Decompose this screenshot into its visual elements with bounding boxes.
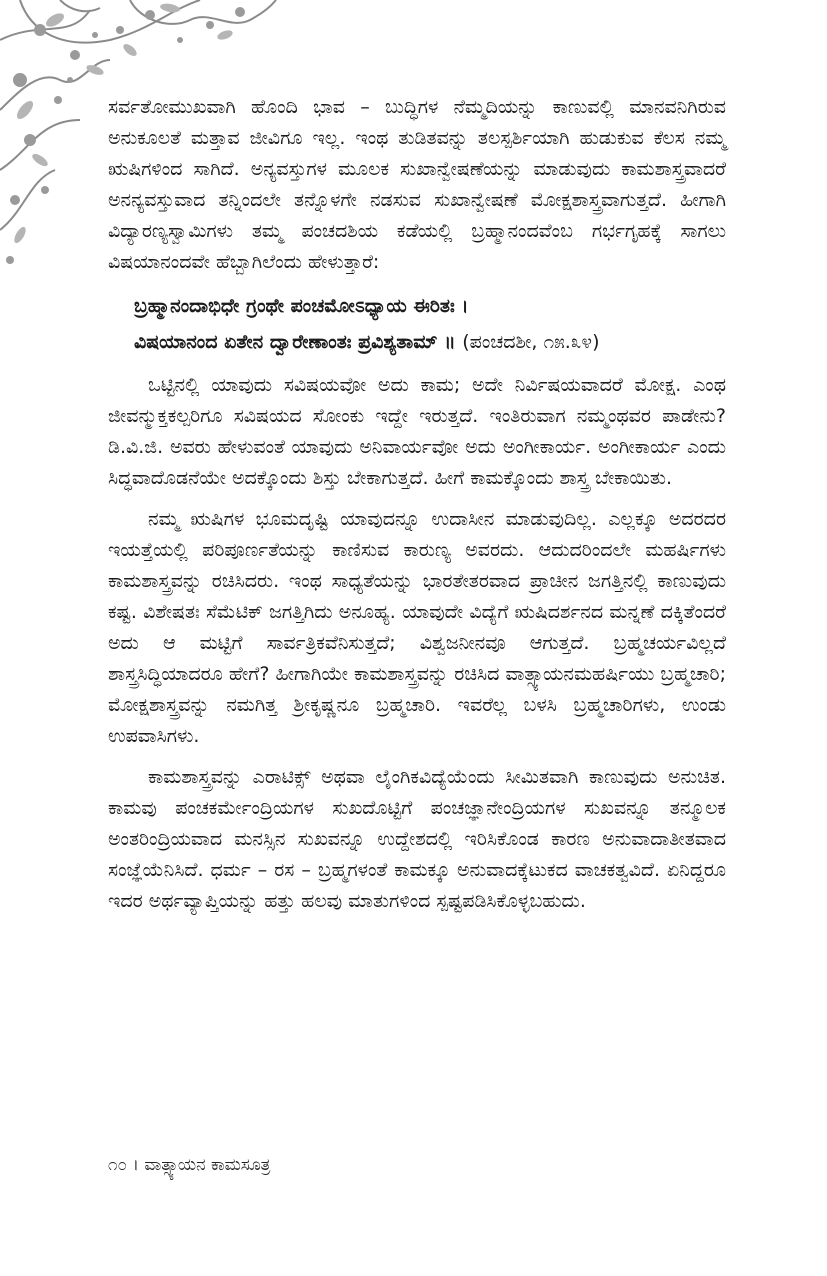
verse-reference: (ಪಂಚದಶೀ, ೧೫.೩೪) <box>462 331 600 353</box>
footer-separator: । <box>132 1155 139 1175</box>
book-title: ವಾತ್ಸ್ಯಾಯನ ಕಾಮಸೂತ್ರ <box>144 1155 271 1175</box>
page-body <box>108 92 726 927</box>
paragraph-1: ಸರ್ವತೋಮುಖವಾಗಿ ಹೊಂದಿ ಭಾವ – ಬುದ್ಧಿಗಳ ನೆಮ್ಮದಿಯನ್ನು ಕಾಣುವಲ್ಲಿ ಮಾನವನಿಗಿರುವ ಅನುಕೂಲತೆ ಮತ್ತಾವ ಜೀವಿಗೂ ಇಲ್ಲ. ಇಂಥ ತುಡಿತವನ್ನು ತಲಸ್ಪರ್ಶಿಯಾಗಿ ಹುಡುಕುವ ಕೆಲಸ ನಮ್ಮ ಋಷಿಗಳಿಂದ ಸಾಗಿದೆ. ಅನ್ಯವಸ್ತುಗಳ ಮೂಲಕ ಸುಖಾನ್ವೇಷಣೆಯನ್ನು ಮಾಡುವುದು ಕಾಮಶಾಸ್ತ್ರವಾದರೆ ಅನನ್ಯವಸ್ತುವಾದ ತನ್ನಿಂದಲೇ ತನ್ನೊಳಗೇ ನಡಸುವ ಸುಖಾನ್ವೇಷಣೆ ಮೋಕ್ಷಶಾಸ್ತ್ರವಾಗುತ್ತದೆ. ಹೀಗಾಗಿ ವಿದ್ಯಾರಣ್ಯಸ್ವಾಮಿಗಳು ತಮ್ಮ ಪಂಚದಶಿಯ ಕಡೆಯಲ್ಲಿ ಬ್ರಹ್ಮಾನಂದವೆಂಬ ಗರ್ಭಗೃಹಕ್ಕೆ ಸಾಗಲು ವಿಷಯಾನಂದವೇ ಹೆಬ್ಬಾಗಿಲೆಂದು ಹೇಳುತ್ತಾರೆ: <box>108 96 726 273</box>
verse-line-1: ಬ್ರಹ್ಮಾನಂದಾಭಿಧೇ ಗ್ರಂಥೇ ಪಂಚಮೋಽಧ್ಯಾಯ ಈರಿತಃ । <box>134 295 469 317</box>
verse-line-2-text: ವಿಷಯಾನಂದ ಏತೇನ ದ್ವಾರೇಣಾಂತಃ ಪ್ರವಿಶ್ಯತಾಮ್ ॥ <box>134 331 456 353</box>
page-number: ೧೦ <box>108 1155 128 1175</box>
sanskrit-verse <box>134 288 726 360</box>
page-footer <box>108 1155 270 1175</box>
verse-line-2 <box>134 324 726 360</box>
paragraph-2: ಒಟ್ಟಿನಲ್ಲಿ ಯಾವುದು ಸವಿಷಯವೋ ಅದು ಕಾಮ; ಅದೇ ನಿರ್ವಿಷಯವಾದರೆ ಮೋಕ್ಷ. ಎಂಥ ಜೀವನ್ಮುಕ್ತಕಲ್ಪರಿಗೂ ಸವಿಷಯದ ಸೋಂಕು ಇದ್ದೇ ಇರುತ್ತದೆ. ಇಂತಿರುವಾಗ ನಮ್ಮಂಥವರ ಪಾಡೇನು? ಡಿ.ವಿ.ಜಿ. ಅವರು ಹೇಳುವಂತೆ ಯಾವುದು ಅನಿವಾರ್ಯವೋ ಅದು ಅಂಗೀಕಾರ್ಯ. ಅಂಗೀಕಾರ್ಯ ಎಂದು ಸಿದ್ಧವಾದೊಡನೆಯೇ ಅದಕ್ಕೊಂದು ಶಿಸ್ತು ಬೇಕಾಗುತ್ತದೆ. ಹೀಗೆ ಕಾಮಕ್ಕೊಂದು ಶಾಸ್ತ್ರ ಬೇಕಾಯಿತು. <box>108 374 726 489</box>
paragraph-4: ಕಾಮಶಾಸ್ತ್ರವನ್ನು ಎರಾಟಿಕ್ಸ್ ಅಥವಾ ಲೈಂಗಿಕವಿದ್ಯೆಯೆಂದು ಸೀಮಿತವಾಗಿ ಕಾಣುವುದು ಅನುಚಿತ. ಕಾಮವು ಪಂಚಕರ್ಮೇಂದ್ರಿಯಗಳ ಸುಖದೊಟ್ಟಿಗೆ ಪಂಚಜ್ಞಾನೇಂದ್ರಿಯಗಳ ಸುಖವನ್ನೂ ತನ್ಮೂಲಕ ಅಂತರಿಂದ್ರಿಯವಾದ ಮನಸ್ಸಿನ ಸುಖವನ್ನೂ ಉದ್ದೇಶದಲ್ಲಿ ಇರಿಸಿಕೊಂಡ ಕಾರಣ ಅನುವಾದಾತೀತವಾದ ಸಂಜ್ಞೆಯೆನಿಸಿದೆ. ಧರ್ಮ – ರಸ – ಬ್ರಹ್ಮಗಳಂತೆ ಕಾಮಕ್ಕೂ ಅನುವಾದಕ್ಕೆಟುಕದ ವಾಚಕತ್ವವಿದೆ. ಏನಿದ್ದರೂ ಇದರ ಅರ್ಥವ್ಯಾಪ್ತಿಯನ್ನು ಹತ್ತು ಹಲವು ಮಾತುಗಳಿಂದ ಸ್ಪಷ್ಟಪಡಿಸಿಕೊಳ್ಳಬಹುದು. <box>108 766 726 912</box>
paragraph-3: ನಮ್ಮ ಋಷಿಗಳ ಭೂಮದೃಷ್ಟಿ ಯಾವುದನ್ನೂ ಉದಾಸೀನ ಮಾಡುವುದಿಲ್ಲ. ಎಲ್ಲಕ್ಕೂ ಅದರದರ ಇಯತ್ತೆಯಲ್ಲಿ ಪರಿಪೂರ್ಣತೆಯನ್ನು ಕಾಣಿಸುವ ಕಾರುಣ್ಯ ಅವರದು. ಆದುದರಿಂದಲೇ ಮಹರ್ಷಿಗಳು ಕಾಮಶಾಸ್ತ್ರವನ್ನು ರಚಿಸಿದರು. ಇಂಥ ಸಾಧ್ಯತೆಯನ್ನು ಭಾರತೇತರವಾದ ಪ್ರಾಚೀನ ಜಗತ್ತಿನಲ್ಲಿ ಕಾಣುವುದು ಕಷ್ಟ. ವಿಶೇಷತಃ ಸೆಮೆಟಿಕ್ ಜಗತ್ತಿಗಿದು ಅನೂಹ್ಯ. ಯಾವುದೇ ವಿದ್ಯೆಗೆ ಋಷಿದರ್ಶನದ ಮನ್ನಣೆ ದಕ್ಕಿತೆಂದರೆ ಅದು ಆ ಮಟ್ಟಿಗೆ ಸಾರ್ವತ್ರಿಕವೆನಿಸುತ್ತದೆ; ವಿಶ್ವಜನೀನವೂ ಆಗುತ್ತದೆ. ಬ್ರಹ್ಮಚರ್ಯವಿಲ್ಲದೆ ಶಾಸ್ತ್ರಸಿದ್ಧಿಯಾದರೂ ಹೇಗೆ? ಹೀಗಾಗಿಯೇ ಕಾಮಶಾಸ್ತ್ರವನ್ನು ರಚಿಸಿದ ವಾತ್ಸ್ಯಾಯನಮಹರ್ಷಿಯು ಬ್ರಹ್ಮಚಾರಿ; ಮೋಕ್ಷಶಾಸ್ತ್ರವನ್ನು ನಮಗಿತ್ತ ಶ್ರೀಕೃಷ್ಣನೂ ಬ್ರಹ್ಮಚಾರಿ. ಇವರೆಲ್ಲ ಬಳಸಿ ಬ್ರಹ್ಮಚಾರಿಗಳು, ಉಂಡು ಉಪವಾಸಿಗಳು. <box>108 508 726 747</box>
